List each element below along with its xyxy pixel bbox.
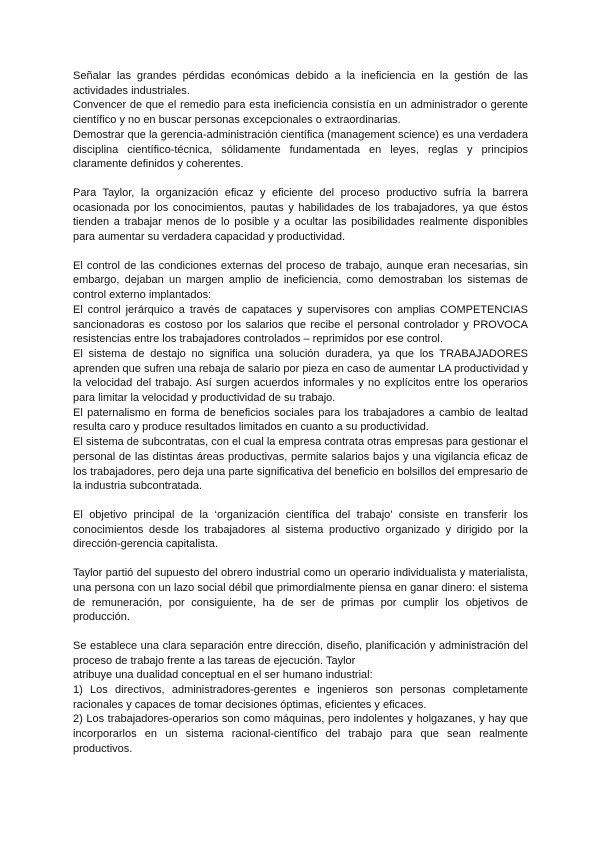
paragraph-gap (73, 494, 528, 508)
paragraph-2: Convencer de que el remedio para esta ineficiencia consistía en un administrador o gerente científico y no en buscar personas excepcionales o extraordinarias. (73, 99, 528, 127)
paragraph-gap (73, 552, 528, 566)
paragraph-9: El sistema de subcontratas, con el cual la empresa contrata otras empresas para gestionar el personal de las distintas áreas productivas, permite salarios bajos y una vigilancia eficaz de los trabajadores, pero deja una parte significativa del beneficio en bolsillos del empresario de la industria subcontratada. (73, 436, 528, 493)
paragraph-gap (73, 172, 528, 186)
paragraph-13: atribuye una dualidad conceptual en el ser humano industrial: (73, 669, 373, 682)
paragraph-10: El objetivo principal de la ‘organización científica del trabajo’ consiste en transferir los conocimientos desde los trabajadores al sistema productivo organizado y dirigido por la dirección-gerencia capitalista. (73, 508, 528, 551)
paragraph-3: Demostrar que la gerencia-administración científica (management science) es una verdadera disciplina científico-técnica, sólidamente fundamentada en leyes, reglas y principios claramente definidos y coherentes. (73, 128, 528, 171)
paragraph-8: El paternalismo en forma de beneficios sociales para los trabajadores a cambio de lealtad resulta caro y produce resultados limitados en cuanto a su productividad. (73, 406, 528, 434)
paragraph-gap (73, 245, 528, 259)
paragraph-11: Taylor partió del supuesto del obrero industrial como un operario individualista y materialista, una persona con un lazo social débil que primordialmente piensa en ganar dinero: el sistema de remuneración, por consiguiente, ha de ser de primas por cumplir los objetivos de producción. (73, 567, 528, 624)
paragraph-1: Señalar las grandes pérdidas económicas debido a la ineficiencia en la gestión de las actividades industriales. (73, 70, 528, 97)
paragraph-7: El sistema de destajo no significa una solución duradera, ya que los TRABAJADORES aprenden que sufren una rebaja de salario por pieza en caso de aumentar LA productividad y la velocidad del trabajo. Así surgen acuerdos informales y no explícitos entre los operarios para limitar la velocidad y productividad de su trabajo. (73, 347, 528, 405)
paragraph-4: Para Taylor, la organización eficaz y eficiente del proceso productivo sufría la barrera ocasionada por los conocimientos, pautas y habilidades de los trabajadores, ya que éstos tienden a trabajar menos de lo posible y a ocultar las posibilidades realmente disponibles para aumentar su verdadera capacidad y productividad. (73, 186, 528, 244)
list-item-2: 2) Los trabajadores-operarios son como máquinas, pero indolentes y holgazanes, y hay que incorporarlos en un sistema racional-científico del trabajo para que sean realmente productivos. (73, 713, 528, 755)
paragraph-gap (73, 625, 528, 639)
document-page (73, 69, 528, 757)
paragraph-12: Se establece una clara separación entre dirección, diseño, planificación y administración del proceso de trabajo frente a las tareas de ejecución. Taylor (73, 639, 528, 667)
list-item-1: 1) Los directivos, administradores-gerentes e ingenieros son personas completamente racionales y capaces de tomar decisiones óptimas, eficientes y eficaces. (73, 684, 528, 711)
paragraph-6: El control jerárquico a través de capataces y supervisores con amplias COMPETENCIAS sancionadoras es costoso por los salarios que recibe el personal controlador y PROVOCA resistencias entre los trabajadores controlados – reprimidos por ese control. (73, 303, 528, 346)
paragraph-5: El control de las condiciones externas del proceso de trabajo, aunque eran necesarias, sin embargo, dejaban un margen amplio de ineficiencia, como demostraban los sistemas de control externo implantados: (73, 259, 528, 302)
